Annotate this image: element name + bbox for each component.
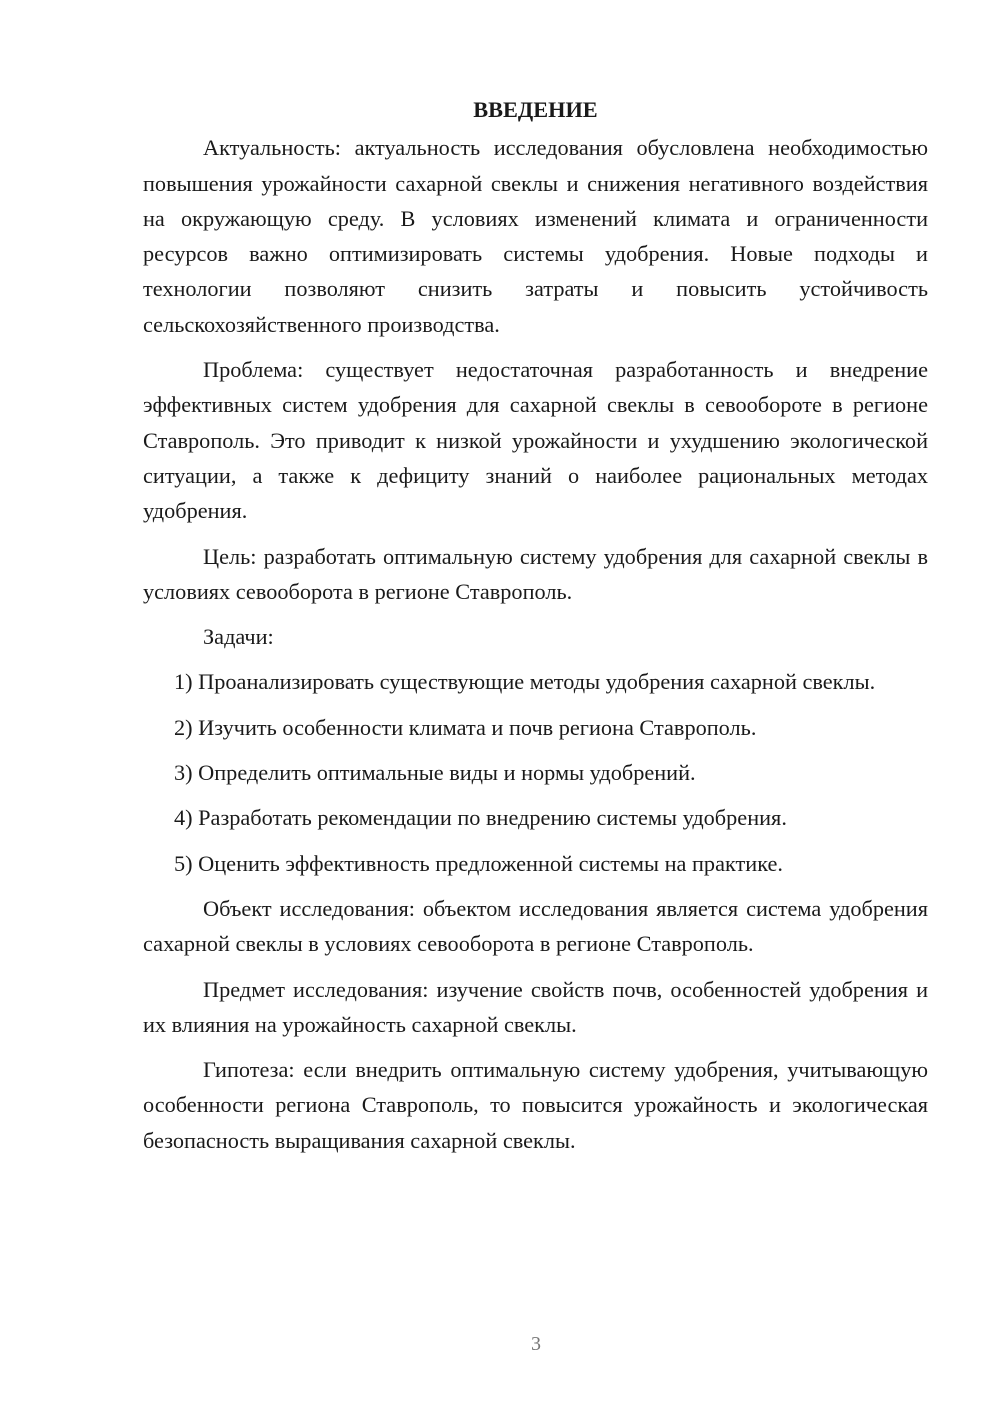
section-heading: ВВЕДЕНИЕ — [473, 97, 598, 122]
goal-paragraph: Цель: разработать оптимальную систему удобрения для сахарной свеклы в условиях севооборота в регионе Ставрополь. — [143, 543, 928, 604]
list-item: 2) Изучить особенности климата и почв региона Ставрополь. — [174, 714, 757, 740]
tasks-list — [143, 664, 928, 880]
list-item: 4) Разработать рекомендации по внедрению системы удобрения. — [174, 805, 787, 831]
page-number: 3 — [531, 1333, 541, 1355]
problem-paragraph: Проблема: существует недостаточная разработанность и внедрение эффективных систем удобрения для сахарной свеклы в севообороте в регионе Ставрополь. Это приводит к низкой урожайности и ухудшению экологической ситуации, а также к дефициту знаний о наиболее рациональных методах удобрения. — [143, 357, 928, 524]
object-paragraph: Объект исследования: объектом исследования является система удобрения сахарной свеклы в условиях севооборота в регионе Ставрополь. — [143, 895, 928, 957]
tasks-label: Задачи: — [203, 624, 274, 650]
list-item: 1) Проанализировать существующие методы удобрения сахарной свеклы. — [174, 669, 876, 695]
subject-paragraph: Предмет исследования: изучение свойств почв, особенностей удобрения и их влияния на урожайность сахарной свеклы. — [143, 976, 928, 1037]
hypothesis-paragraph: Гипотеза: если внедрить оптимальную систему удобрения, учитывающую особенности региона Ставрополь, то повысится урожайность и экологическая безопасность выращивания сахарной свеклы. — [143, 1057, 928, 1153]
list-item: 3) Определить оптимальные виды и нормы удобрений. — [174, 760, 696, 786]
list-item: 5) Оценить эффективность предложенной системы на практике. — [174, 850, 783, 876]
relevance-paragraph: Актуальность: актуальность исследования обусловлена необходимостью повышения урожайности сахарной свеклы и снижения негативного воздействия на окружающую среду. В условиях изменений климата и ограниченности ресурсов важно оптимизировать системы удобрения. Новые подходы и технологии позволяют снизить затраты и повысить устойчивость сельскохозяйственного производства. — [143, 135, 928, 337]
page-content — [143, 92, 928, 1158]
